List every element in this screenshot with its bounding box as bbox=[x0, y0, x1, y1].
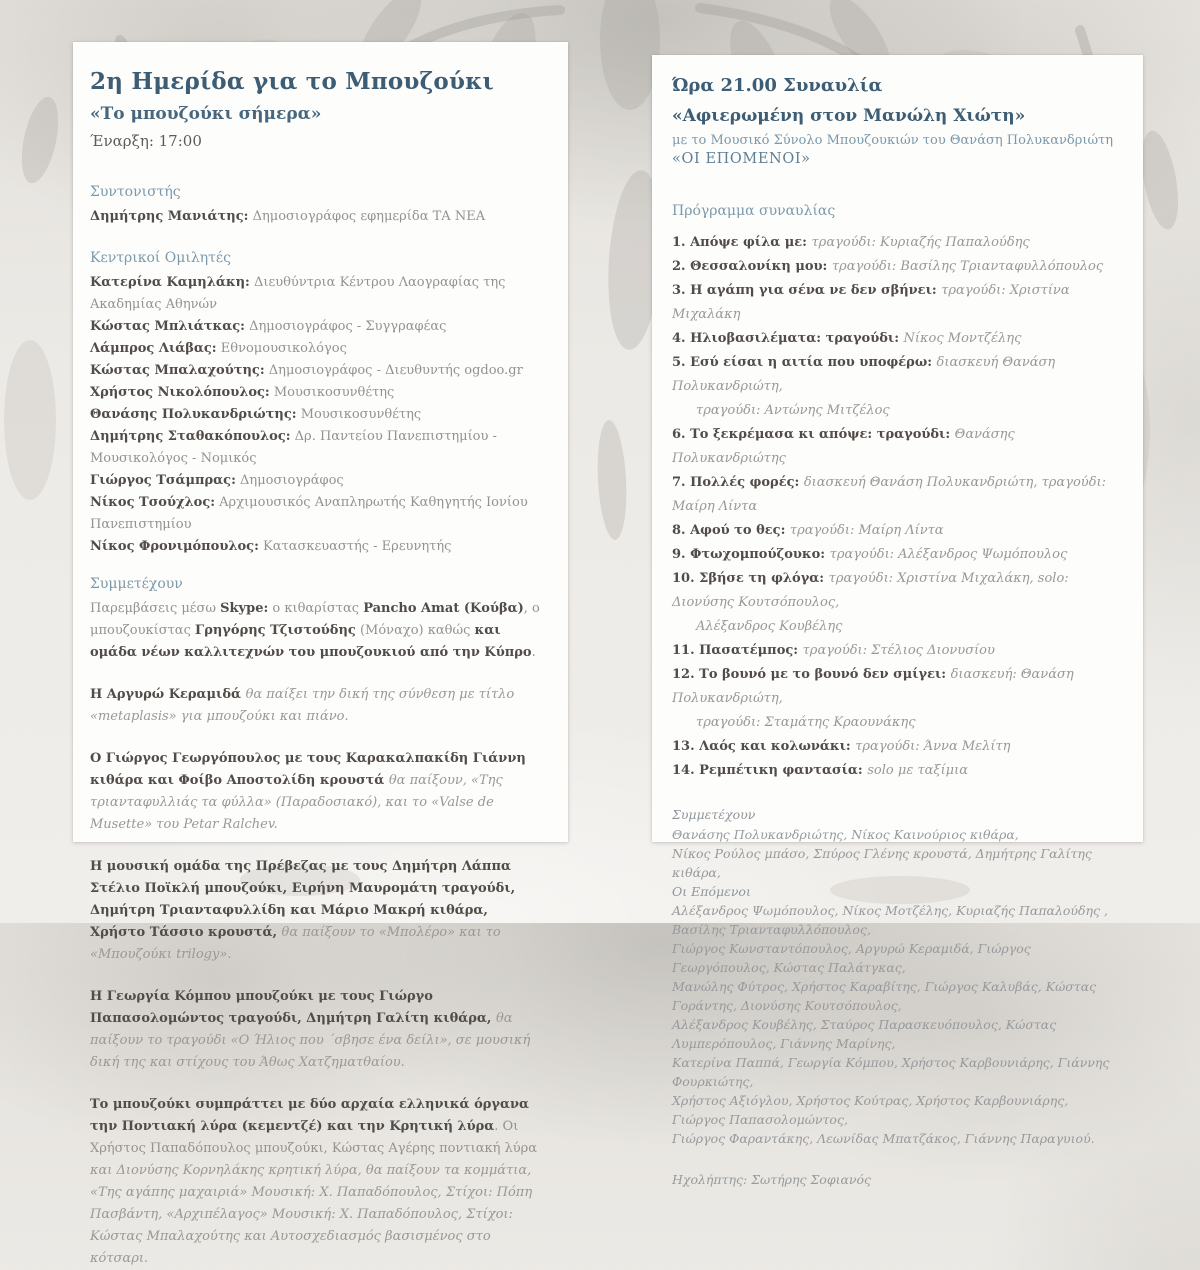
left-page-title: 2η Ημερίδα για το Μπουζούκι bbox=[90, 68, 494, 95]
participants-paragraphs bbox=[90, 598, 542, 1270]
speaker-role: Εθνομουσικολόγος bbox=[220, 341, 347, 356]
speaker-role: Δημοσιογράφος - Διευθυντής ogdoo.gr bbox=[268, 363, 523, 378]
ensemble-name: «ΟΙ ΕΠΟΜΕΝΟΙ» bbox=[672, 151, 811, 167]
left-page-subtitle: «Το μπουζούκι σήμερα» bbox=[90, 104, 322, 124]
speakers-list bbox=[90, 272, 542, 558]
program-heading: Πρόγραμμα συναυλίας bbox=[672, 203, 836, 219]
moderator-heading: Συντονιστής bbox=[90, 184, 181, 200]
member-lines bbox=[672, 901, 1123, 1148]
start-time: Έναρξη: 17:00 bbox=[90, 132, 202, 150]
speaker-row bbox=[90, 492, 542, 536]
speaker-row bbox=[90, 272, 542, 316]
speaker-name: Κατερίνα Καμηλάκη: bbox=[90, 275, 250, 290]
speaker-role: Μουσικοσυνθέτης bbox=[273, 385, 395, 400]
credit-line: Γιώργος Φαραντάκης, Λεωνίδας Μπατζάκος, Γιάννης Παραγυιού. bbox=[672, 1131, 1095, 1146]
program-item: 6. Το ξεκρέμασα κι απόψε: τραγούδι: Θανάσης Πολυκανδριώτης bbox=[672, 427, 1015, 466]
credit-line: Κατερίνα Παππά, Γεωργία Κόμπου, Χρήστος Καρβουνιάρης, Γιάννης Φουρκιώτης, bbox=[672, 1055, 1110, 1089]
participants-heading: Συμμετέχουν bbox=[90, 576, 183, 592]
sound-engineer-line: Ηχολήπτης: Σωτήρης Σοφιανός bbox=[672, 1172, 872, 1187]
concert-dedication: «Αφιερωμένη στον Μανώλη Χιώτη» bbox=[672, 106, 1026, 126]
speaker-role: Κατασκευαστής - Ερευνητής bbox=[263, 539, 452, 554]
program-list bbox=[672, 231, 1123, 783]
paragraph: Το μπουζούκι συμπράττει με δύο αρχαία ελληνικά όργανα την Ποντιακή λύρα (κεμεντζέ) και την Κρητική λύρα. Οι Χρήστος Παπαδόπουλος μπουζούκι, Κώστας Αγέρης ποντιακή λύρα και Διονύσης Κορνηλάκης κρητική λύρα, θα παίξουν τα κομμάτια, «Της αγάπης μαχαιριά» Μουσική: Χ. Παπαδόπουλος, Στίχοι: Πόπη Πασβάντη, «Αρχιπέλαγος» Μουσική: Χ. Παπαδόπουλος, Στίχοι: Κώστας Μπαλαχούτης και Αυτοσχεδιασμός βασισμένος στο κότσαρι. bbox=[90, 1097, 538, 1266]
program-item: 7. Πολλές φορές: διασκευή Θανάση Πολυκανδριώτη, τραγούδι: Μαίρη Λίντα bbox=[672, 475, 1106, 514]
credit-line: Νίκος Ρούλος μπάσο, Σπύρος Γλένης κρουστά, Δημήτρης Γαλίτης κιθάρα, bbox=[672, 846, 1092, 880]
moderator-section bbox=[90, 184, 542, 228]
credit-line: Αλέξανδρος Κουβέλης, Σταύρος Παρασκευόπουλος, Κώστας Λυμπερόπουλος, Γιάννης Μαρίνης, bbox=[672, 1017, 1057, 1051]
speaker-role: Διευθύντρια Κέντρου Λαογραφίας της Ακαδημίας Αθηνών bbox=[90, 275, 506, 312]
program-item: 1. Απόψε φίλα με: τραγούδι: Κυριαζής Παπαλούδης bbox=[672, 235, 1030, 250]
speaker-name: Κώστας Μπλιάτκας: bbox=[90, 319, 245, 334]
speaker-name: Κώστας Μπαλαχούτης: bbox=[90, 363, 265, 378]
speaker-row bbox=[90, 426, 542, 470]
speaker-name: Λάμπρος Λιάβας: bbox=[90, 341, 217, 356]
credits-section bbox=[672, 805, 1123, 1148]
speaker-role: Αρχιμουσικός Αναπληρωτής Καθηγητής Ιονίου Πανεπιστημίου bbox=[90, 495, 528, 532]
program-item: 11. Πασατέμπος: τραγούδι: Στέλιος Διονυσίου bbox=[672, 643, 995, 658]
concert-time-title: Ώρα 21.00 Συναυλία bbox=[672, 75, 883, 96]
group-heading: Οι Επόμενοι bbox=[672, 884, 751, 899]
moderator-role: Δημοσιογράφος εφημερίδα ΤΑ ΝΕΑ bbox=[252, 209, 486, 224]
speaker-role: Δημοσιογράφος - Συγγραφέας bbox=[249, 319, 447, 334]
paragraph: Η Αργυρώ Κεραμιδά θα παίξει την δική της σύνθεση με τίτλο «metaplasis» για μπουζούκι και πιάνο. bbox=[90, 687, 515, 724]
credit-line: Θανάσης Πολυκανδριώτης, Νίκος Καινούριος κιθάρα, bbox=[672, 827, 1019, 842]
speaker-row bbox=[90, 316, 542, 338]
speaker-name: Δημήτρης Σταθακόπουλος: bbox=[90, 429, 291, 444]
program-item: 5. Εσύ είσαι η αιτία που υποφέρω: διασκευή Θανάση Πολυκανδριώτη, τραγούδι: Αντώνης Μιτζέλος bbox=[672, 355, 1056, 418]
speaker-row bbox=[90, 470, 542, 492]
program-item: 9. Φτωχομπούζουκο: τραγούδι: Αλέξανδρος Ψωμόπουλος bbox=[672, 547, 1068, 562]
speaker-row bbox=[90, 360, 542, 382]
program-item: 13. Λαός και κολωνάκι: τραγούδι: Άννα Μελίτη bbox=[672, 739, 1011, 754]
program-item: 2. Θεσσαλονίκη μου: τραγούδι: Βασίλης Τριανταφυλλόπουλος bbox=[672, 259, 1104, 274]
left-program-page bbox=[73, 42, 568, 1266]
moderator-name: Δημήτρης Μανιάτης: bbox=[90, 209, 249, 224]
paragraph: Η Γεωργία Κόμπου μπουζούκι με τους Γιώργο Παπασολομώντος τραγούδι, Δημήτρη Γαλίτη κιθάρα, θα παίξουν το τραγούδι «Ο Ήλιος που ΄σβησε ένα δείλι», σε μουσική δική της και στίχους του Άθως Χατζηματθαίου. bbox=[90, 989, 531, 1070]
speaker-name: Γιώργος Τσάμπρας: bbox=[90, 473, 236, 488]
speakers-heading: Κεντρικοί Ομιλητές bbox=[90, 250, 231, 266]
credit-line: Χρήστος Αξιόγλου, Χρήστος Κούτρας, Χρήστος Καρβουνιάρης, Γιώργος Παπασολομώντος, bbox=[672, 1093, 1069, 1127]
speaker-row bbox=[90, 404, 542, 426]
credit-line: Μανώλης Φύτρος, Χρήστος Καραβίτης, Γιώργος Καλυβάς, Κώστας Γοράντης, Διονύσης Κουτσόπουλος, bbox=[672, 979, 1097, 1013]
speaker-role: Δρ. Παντείου Πανεπιστημίου - Μουσικολόγος - Νομικός bbox=[90, 429, 497, 466]
speakers-section bbox=[90, 250, 542, 558]
speaker-name: Νίκος Τσούχλος: bbox=[90, 495, 216, 510]
speaker-name: Νίκος Φρονιμόπουλος: bbox=[90, 539, 259, 554]
credits-heading: Συμμετέχουν bbox=[672, 807, 756, 822]
right-program-page bbox=[652, 55, 1143, 1187]
program-item: 3. Η αγάπη για σένα νε δεν σβήνει: τραγούδι: Χριστίνα Μιχαλάκη bbox=[672, 283, 1070, 322]
speaker-name: Χρήστος Νικολόπουλος: bbox=[90, 385, 270, 400]
speaker-row bbox=[90, 536, 542, 558]
paragraph: Ο Γιώργος Γεωργόπουλος με τους Καρακαλπακίδη Γιάννη κιθάρα και Φοίβο Αποστολίδη κρουστά θα παίξουν, «Της τριανταφυλλιάς τα φύλλα» (Παραδοσιακό), και το «Valse de Musette» του Petar Ralchev. bbox=[90, 751, 526, 832]
speaker-name: Θανάσης Πολυκανδριώτης: bbox=[90, 407, 297, 422]
band-lines bbox=[672, 825, 1123, 882]
program-item: 4. Ηλιοβασιλέματα: τραγούδι: Νίκος Μοντζέλης bbox=[672, 331, 1022, 346]
program-item: 8. Αφού το θες: τραγούδι: Μαίρη Λίντα bbox=[672, 523, 944, 538]
credit-line: Γιώργος Κωνσταντόπουλος, Αργυρώ Κεραμιδά, Γιώργος Γεωργόπουλος, Κώστας Παλάτγκας, bbox=[672, 941, 1031, 975]
ensemble-line: με το Μουσικό Σύνολο Μπουζουκιών του Θανάση Πολυκανδριώτη bbox=[672, 133, 1114, 148]
speaker-role: Δημοσιογράφος bbox=[240, 473, 344, 488]
program-item: 10. Σβήσε τη φλόγα: τραγούδι: Χριστίνα Μιχαλάκη, solo: Διονύσης Κουτσόπουλος, Αλέξανδρος Κουβέλης bbox=[672, 571, 1069, 634]
paragraph: Η μουσική ομάδα της Πρέβεζας με τους Δημήτρη Λάππα Στέλιο Ποϊκλή μπουζούκι, Ειρήνη Μαυρομάτη τραγούδι, Δημήτρη Τριανταφυλλίδη και Μάριο Μακρή κιθάρα, Χρήστο Τάσσιο κρουστά, θα παίξουν το «Μπολέρο» και το «Μπουζούκι trilogy». bbox=[90, 859, 516, 962]
moderator-row bbox=[90, 206, 542, 228]
speaker-row bbox=[90, 382, 542, 404]
speaker-row bbox=[90, 338, 542, 360]
speaker-role: Μουσικοσυνθέτης bbox=[300, 407, 422, 422]
program-item: 12. Το βουνό με το βουνό δεν σμίγει: διασκευή: Θανάση Πολυκανδριώτη, τραγούδι: Σταμάτης Κραουνάκης bbox=[672, 667, 1074, 730]
paragraph: Παρεμβάσεις μέσω Skype: ο κιθαρίστας Pancho Amat (Κούβα), ο μπουζουκίστας Γρηγόρης Τζιστούδης (Μόναχο) καθώς και ομάδα νέων καλλιτεχνών του μπουζουκιού από την Κύπρο. bbox=[90, 601, 540, 660]
program-item: 14. Ρεμπέτικη φαντασία: solo με ταξίμια bbox=[672, 763, 968, 778]
participants-section bbox=[90, 576, 542, 1270]
credit-line: Αλέξανδρος Ψωμόπουλος, Νίκος Μοτζέλης, Κυριαζής Παπαλούδης , Βασίλης Τριανταφυλλόπουλος, bbox=[672, 903, 1108, 937]
